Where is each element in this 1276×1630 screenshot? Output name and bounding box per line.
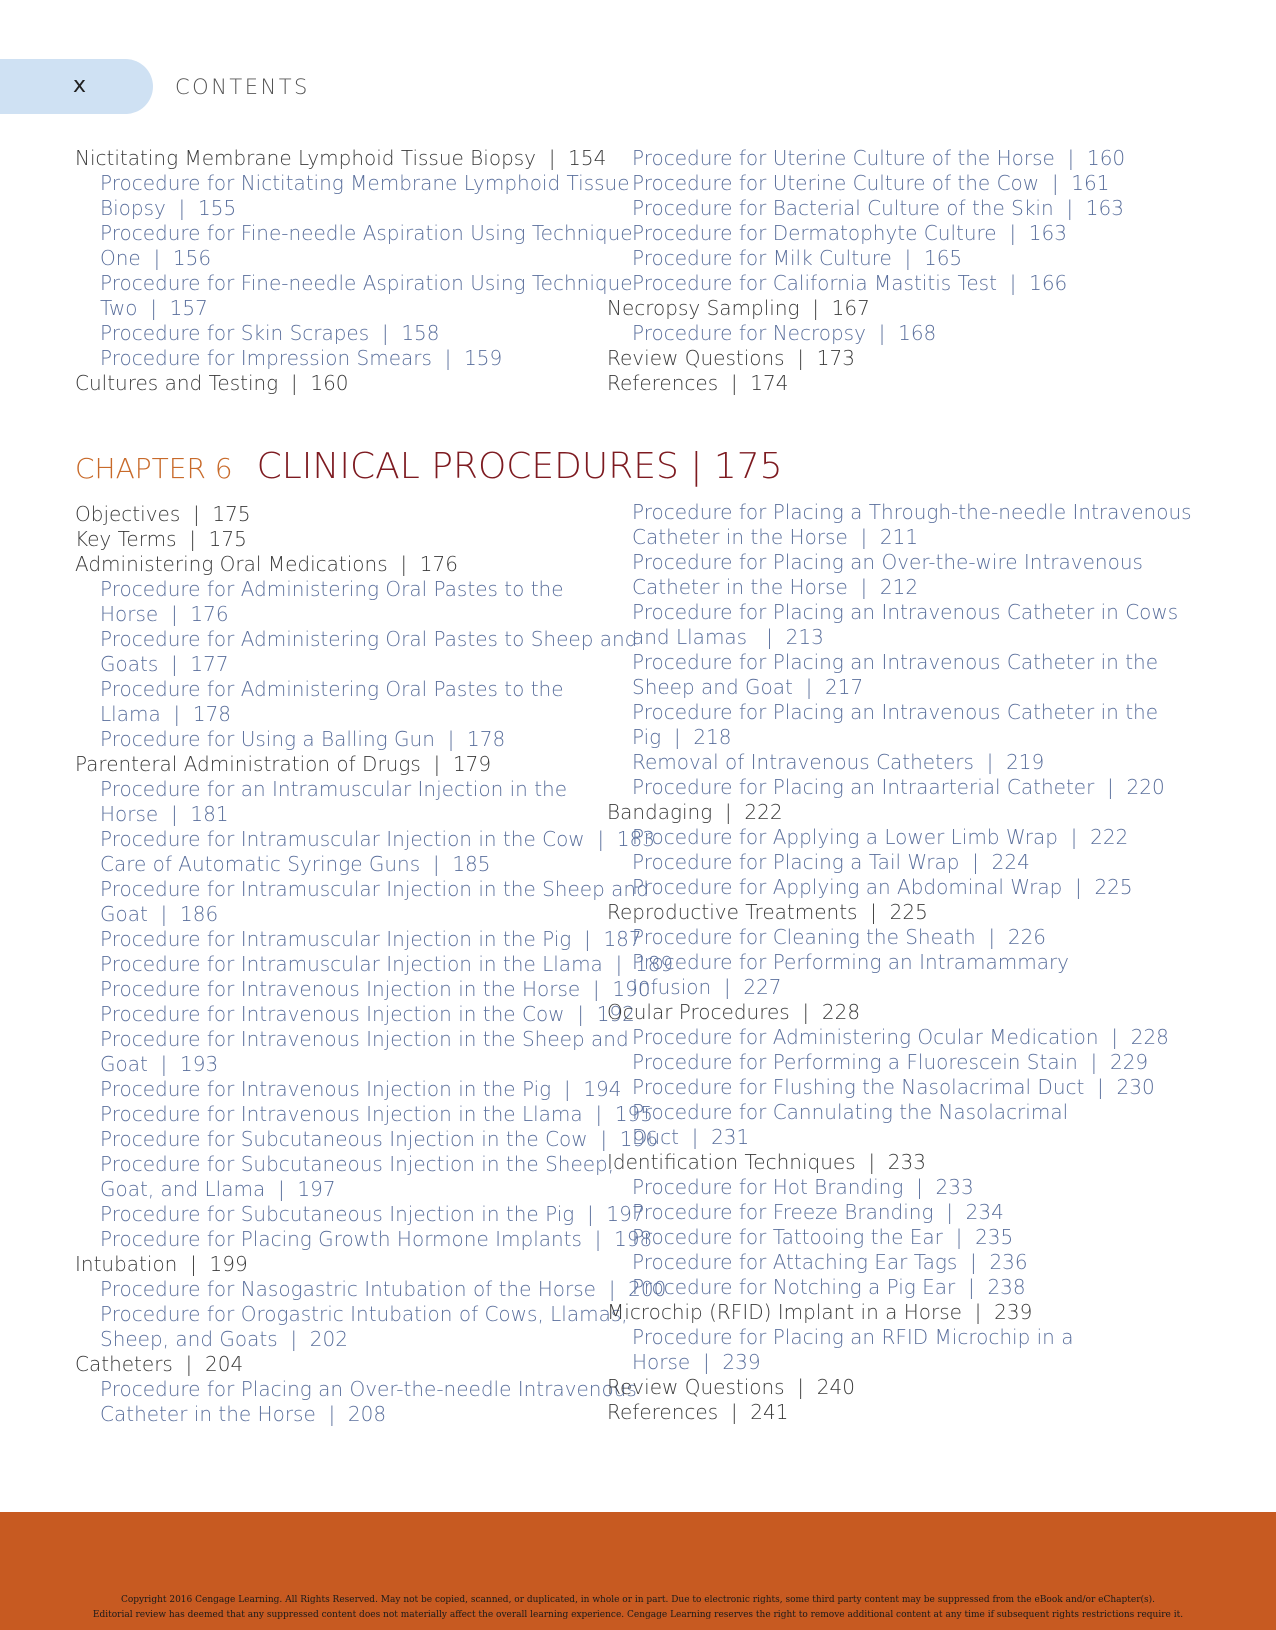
running-head: CONTENTS (175, 75, 310, 99)
toc-heading-entry: References | 174 (607, 371, 789, 395)
toc-sub-entry: Procedure for Notching a Pig Ear | 238 (632, 1275, 1026, 1299)
toc-sub-entry: Procedure for Nictitating Membrane Lymphoid Tissue (100, 171, 630, 195)
toc-sub-entry: Procedure for Administering Oral Pastes to the (100, 577, 564, 601)
toc-sub-entry: Procedure for Placing an Intravenous Catheter in Cows (632, 600, 1179, 624)
toc-sub-entry: Procedure for Intramuscular Injection in the Pig | 187 (100, 927, 642, 951)
toc-sub-entry: Procedure for Placing an Intravenous Catheter in the (632, 650, 1159, 674)
toc-sub-entry: Duct | 231 (632, 1125, 750, 1149)
toc-sub-entry: Care of Automatic Syringe Guns | 185 (100, 852, 491, 876)
toc-sub-entry: Procedure for Performing a Fluorescein Stain | 229 (632, 1050, 1149, 1074)
toc-sub-entry: and Llamas | 213 (632, 625, 824, 649)
toc-sub-entry: Procedure for Performing an Intramammary (632, 950, 1070, 974)
toc-sub-entry: Procedure for Administering Oral Pastes to Sheep and (100, 627, 638, 651)
toc-sub-entry: Procedure for Skin Scrapes | 158 (100, 321, 440, 345)
toc-sub-entry: Procedure for Subcutaneous Injection in the Sheep, (100, 1152, 615, 1176)
toc-sub-entry: Procedure for Uterine Culture of the Horse | 160 (632, 146, 1126, 170)
toc-heading-entry: Microchip (RFID) Implant in a Horse | 239 (607, 1300, 1033, 1324)
toc-sub-entry: Removal of Intravenous Catheters | 219 (632, 750, 1045, 774)
toc-heading-entry: Bandaging | 222 (607, 800, 783, 824)
toc-sub-entry: Procedure for Fine-needle Aspiration Using Technique (100, 271, 633, 295)
toc-sub-entry: Procedure for Placing a Through-the-needle Intravenous (632, 500, 1192, 524)
toc-sub-entry: Procedure for California Mastitis Test | 166 (632, 271, 1068, 295)
toc-sub-entry: Biopsy | 155 (100, 196, 237, 220)
toc-sub-entry: Two | 157 (100, 296, 208, 320)
toc-sub-entry: Sheep and Goat | 217 (632, 675, 864, 699)
toc-sub-entry: Procedure for Applying an Abdominal Wrap | 225 (632, 875, 1133, 899)
toc-sub-entry: Procedure for Impression Smears | 159 (100, 346, 503, 370)
toc-sub-entry: Procedure for Cleaning the Sheath | 226 (632, 925, 1047, 949)
toc-sub-entry: Procedure for Dermatophyte Culture | 163 (632, 221, 1067, 245)
toc-sub-entry: Procedure for Flushing the Nasolacrimal Duct | 230 (632, 1075, 1155, 1099)
page-number: x (73, 73, 87, 98)
toc-sub-entry: Horse | 176 (100, 602, 229, 626)
toc-sub-entry: Procedure for Administering Ocular Medication | 228 (632, 1025, 1169, 1049)
toc-sub-entry: Procedure for Subcutaneous Injection in the Cow | 196 (100, 1127, 658, 1151)
toc-sub-entry: Horse | 181 (100, 802, 229, 826)
toc-sub-entry: Llama | 178 (100, 702, 232, 726)
toc-sub-entry: Procedure for Using a Balling Gun | 178 (100, 727, 506, 751)
toc-sub-entry: Procedure for Orogastric Intubation of Cows, Llamas, (100, 1302, 628, 1326)
toc-sub-entry: Procedure for Necropsy | 168 (632, 321, 937, 345)
toc-sub-entry: Procedure for Cannulating the Nasolacrimal (632, 1100, 1069, 1124)
toc-heading-entry: Review Questions | 173 (607, 346, 855, 370)
toc-sub-entry: Procedure for Uterine Culture of the Cow | 161 (632, 171, 1110, 195)
toc-sub-entry: Procedure for Intravenous Injection in the Sheep and (100, 1027, 629, 1051)
toc-heading-entry: Intubation | 199 (75, 1252, 248, 1276)
toc-sub-entry: Procedure for Applying a Lower Limb Wrap | 222 (632, 825, 1129, 849)
toc-sub-entry: Procedure for Placing an Over-the-needle Intravenous (100, 1377, 637, 1401)
toc-sub-entry: Goat | 193 (100, 1052, 219, 1076)
toc-sub-entry: Goat | 186 (100, 902, 219, 926)
toc-heading-entry: Administering Oral Medications | 176 (75, 552, 458, 576)
toc-sub-entry: Catheter in the Horse | 212 (632, 575, 919, 599)
toc-sub-entry: Procedure for Intramuscular Injection in the Llama | 189 (100, 952, 674, 976)
toc-heading-entry: Review Questions | 240 (607, 1375, 855, 1399)
copyright-line-2: Editorial review has deemed that any suppressed content does not materially affect the overall learning experience. Cengage Learning reserves the right to remove additional content at any time if subsequent rights restrictions require it. (92, 1610, 1184, 1620)
toc-sub-entry: Procedure for Fine-needle Aspiration Using Technique (100, 221, 633, 245)
toc-column-top-right (607, 146, 1127, 396)
toc-heading-entry: Cultures and Testing | 160 (75, 371, 349, 395)
toc-sub-entry: Procedure for Placing an Over-the-wire Intravenous (632, 550, 1143, 574)
toc-heading-entry: Ocular Procedures | 228 (607, 1000, 861, 1024)
toc-sub-entry: Procedure for Intramuscular Injection in the Cow | 183 (100, 827, 656, 851)
toc-sub-entry: One | 156 (100, 246, 212, 270)
toc-sub-entry: Procedure for Intramuscular Injection in the Sheep and (100, 877, 649, 901)
toc-sub-entry: Pig | 218 (632, 725, 732, 749)
toc-column-top-left (75, 146, 633, 396)
toc-sub-entry: Infusion | 227 (632, 975, 782, 999)
toc-sub-entry: Procedure for Hot Branding | 233 (632, 1175, 974, 1199)
toc-heading-entry: Objectives | 175 (75, 502, 251, 526)
toc-sub-entry: Goat, and Llama | 197 (100, 1177, 336, 1201)
chapter-heading (75, 444, 783, 496)
toc-sub-entry: Procedure for Placing an Intraarterial Catheter | 220 (632, 775, 1165, 799)
toc-sub-entry: Procedure for Placing a Tail Wrap | 224 (632, 850, 1030, 874)
toc-heading-entry: Catheters | 204 (75, 1352, 244, 1376)
toc-sub-entry: Procedure for Nasogastric Intubation of the Horse | 200 (100, 1277, 667, 1301)
chapter-title: CLINICAL PROCEDURES | 175 (256, 446, 783, 487)
toc-heading-entry: Necropsy Sampling | 167 (607, 296, 870, 320)
toc-sub-entry: Procedure for Administering Oral Pastes to the (100, 677, 564, 701)
toc-sub-entry: Procedure for Subcutaneous Injection in the Pig | 197 (100, 1202, 645, 1226)
toc-heading-entry: Key Terms | 175 (75, 527, 247, 551)
copyright-line-1: Copyright 2016 Cengage Learning. All Rights Reserved. May not be copied, scanned, or duplicated, in whole or in part. Due to electronic rights, some third party content may be suppressed from the eBook and/or eChapter(s). (120, 1595, 1156, 1605)
toc-sub-entry: Procedure for Intravenous Injection in the Cow | 192 (100, 1002, 635, 1026)
toc-sub-entry: Catheter in the Horse | 208 (100, 1402, 387, 1426)
toc-sub-entry: Sheep, and Goats | 202 (100, 1327, 348, 1351)
chapter-label: CHAPTER 6 (75, 452, 233, 485)
toc-sub-entry: Procedure for Tattooing the Ear | 235 (632, 1225, 1014, 1249)
toc-sub-entry: Procedure for Bacterial Culture of the Skin | 163 (632, 196, 1124, 220)
toc-sub-entry: Procedure for an Intramuscular Injection in the (100, 777, 568, 801)
toc-sub-entry: Procedure for Intravenous Injection in the Llama | 195 (100, 1102, 654, 1126)
toc-heading-entry: References | 241 (607, 1400, 789, 1424)
toc-sub-entry: Procedure for Freeze Branding | 234 (632, 1200, 1004, 1224)
toc-column-chapter-right (607, 500, 1192, 1425)
toc-sub-entry: Goats | 177 (100, 652, 229, 676)
toc-heading-entry: Nictitating Membrane Lymphoid Tissue Biopsy | 154 (75, 146, 607, 170)
toc-sub-entry: Procedure for Placing an RFID Microchip in a (632, 1325, 1074, 1349)
toc-heading-entry: Parenteral Administration of Drugs | 179 (75, 752, 492, 776)
toc-heading-entry: Reproductive Treatments | 225 (607, 900, 928, 924)
toc-sub-entry: Procedure for Milk Culture | 165 (632, 246, 963, 270)
toc-sub-entry: Catheter in the Horse | 211 (632, 525, 919, 549)
toc-sub-entry: Procedure for Attaching Ear Tags | 236 (632, 1250, 1028, 1274)
toc-heading-entry: Identification Techniques | 233 (607, 1150, 926, 1174)
toc-sub-entry: Horse | 239 (632, 1350, 761, 1374)
toc-sub-entry: Procedure for Intravenous Injection in the Horse | 190 (100, 977, 651, 1001)
toc-column-chapter-left (75, 502, 674, 1427)
toc-sub-entry: Procedure for Placing an Intravenous Catheter in the (632, 700, 1159, 724)
toc-sub-entry: Procedure for Placing Growth Hormone Implants | 198 (100, 1227, 653, 1251)
toc-sub-entry: Procedure for Intravenous Injection in the Pig | 194 (100, 1077, 622, 1101)
